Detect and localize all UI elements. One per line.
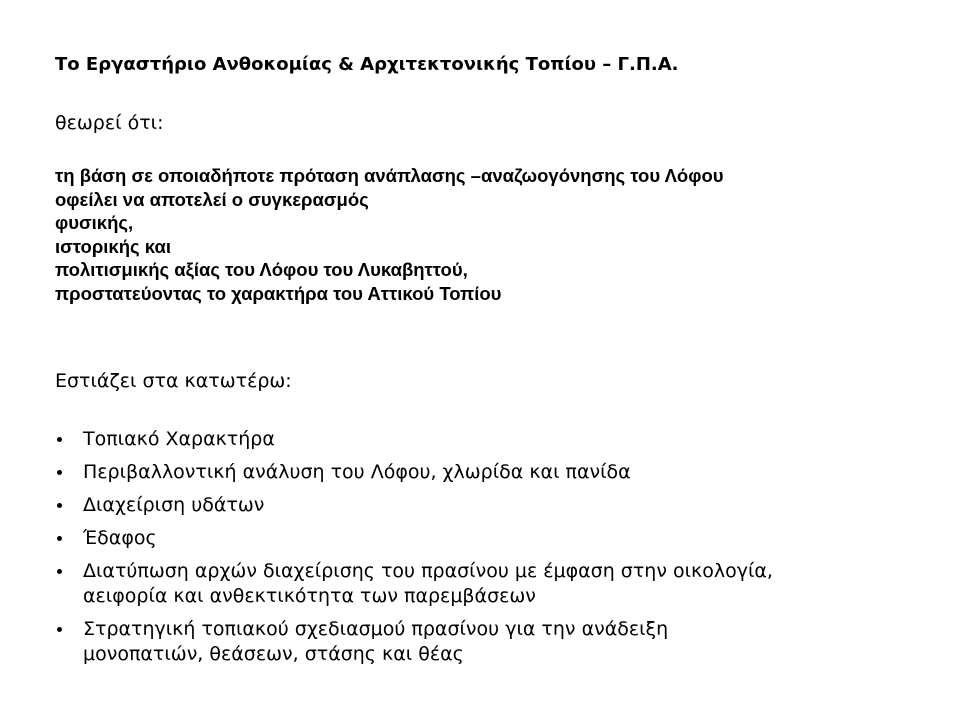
statement-line: ιστορικής και: [55, 235, 172, 257]
list-item: [55, 427, 935, 452]
bullet-icon: [57, 536, 62, 541]
list-item-text: Τοπιακό Χαρακτήρα: [83, 428, 275, 450]
intro-text: θεωρεί ότι:: [55, 112, 164, 134]
statement-block: [55, 164, 724, 305]
list-item: [55, 526, 935, 551]
bullet-icon: [57, 437, 62, 442]
list-item: [55, 493, 935, 518]
list-item: [55, 559, 935, 609]
list-item-text: Έδαφος: [83, 527, 157, 549]
list-item-text: Περιβαλλοντική ανάλυση του Λόφου, χλωρίδα και πανίδα: [83, 461, 631, 483]
slide-title: Το Εργαστήριο Ανθοκομίας & Αρχιτεκτονικής Τοπίου – Γ.Π.Α.: [55, 54, 679, 75]
focus-heading: Εστιάζει στα κατωτέρω:: [55, 370, 292, 392]
bullet-icon: [57, 470, 62, 475]
statement-line: πολιτισμικής αξίας του Λόφου του Λυκαβηττού,: [55, 259, 468, 280]
statement-line: τη βάση σε οποιαδήποτε πρόταση ανάπλασης –αναζωογόνησης του Λόφου: [55, 165, 724, 186]
statement-line: φυσικής,: [55, 212, 134, 233]
list-item-text: Διαχείριση υδάτων: [83, 494, 265, 516]
list-item: [55, 460, 935, 485]
list-item: [55, 617, 935, 667]
focus-list: [55, 427, 935, 675]
list-item-text: Στρατηγική τοπιακού σχεδιασμού πρασίνου για την ανάδειξη μονοπατιών, θεάσεων, στάσης και θέας: [83, 618, 669, 665]
statement-line: οφείλει να αποτελεί ο συγκερασμός: [55, 188, 369, 210]
bullet-icon: [57, 569, 62, 574]
bullet-icon: [57, 627, 62, 632]
statement-line: προστατεύοντας το χαρακτήρα του Αττικού Τοπίου: [55, 282, 502, 304]
bullet-icon: [57, 503, 62, 508]
list-item-text: Διατύπωση αρχών διαχείρισης του πρασίνου με έμφαση στην οικολογία, αειφορία και ανθεκτικότητα των παρεμβάσεων: [83, 560, 773, 607]
